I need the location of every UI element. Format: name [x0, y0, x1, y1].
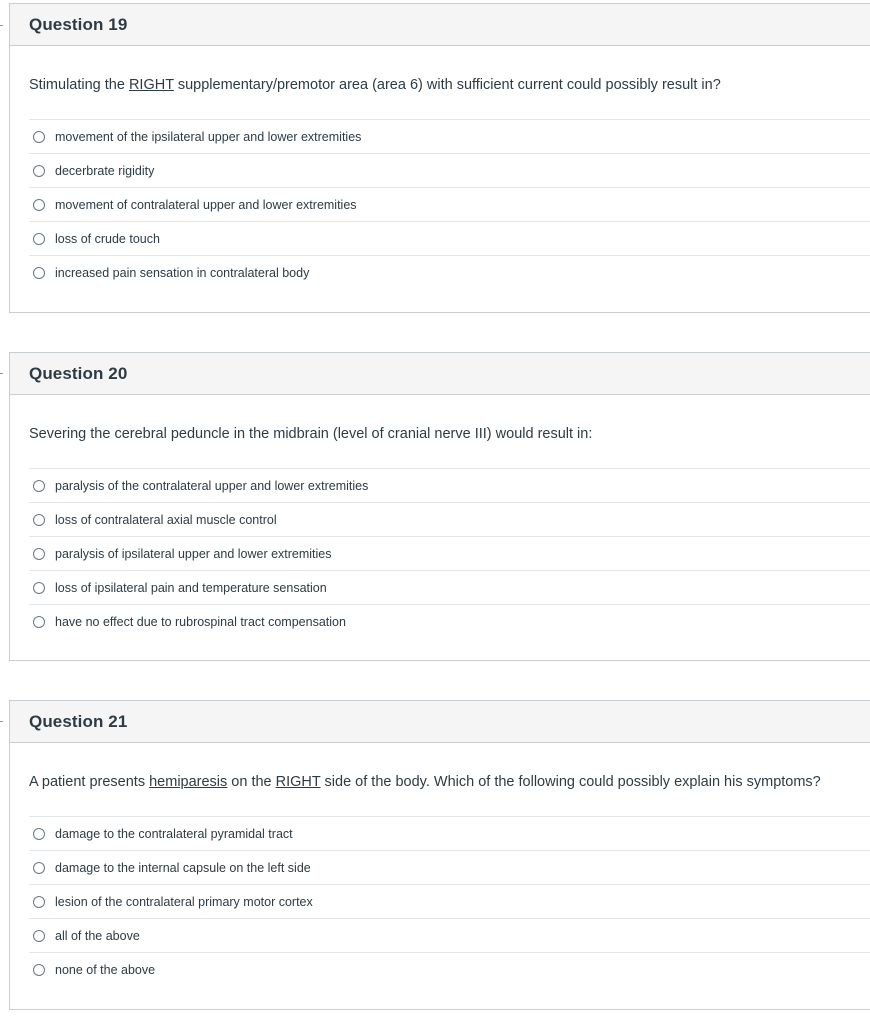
radio-button[interactable]: [33, 199, 45, 211]
answer-label[interactable]: have no effect due to rubrospinal tract compensation: [55, 615, 346, 629]
question-21: [9, 700, 870, 1010]
answer-option[interactable]: [29, 256, 870, 290]
answer-label[interactable]: loss of crude touch: [55, 231, 160, 246]
answer-label[interactable]: lesion of the contralateral primary motor cortex: [55, 894, 313, 909]
radio-button[interactable]: [33, 165, 45, 177]
answer-label[interactable]: movement of contralateral upper and lower extremities: [55, 197, 357, 212]
radio-button[interactable]: [33, 964, 45, 976]
question-text: [29, 76, 870, 94]
question-body: [10, 395, 870, 639]
answer-label[interactable]: loss of contralateral axial muscle control: [55, 512, 277, 527]
answer-label[interactable]: loss of ipsilateral pain and temperature sensation: [55, 580, 327, 595]
radio-button[interactable]: [33, 582, 45, 594]
radio-button[interactable]: [33, 930, 45, 942]
radio-button[interactable]: [33, 828, 45, 840]
radio-button[interactable]: [33, 862, 45, 874]
question-marker: [0, 373, 3, 374]
underlined-word: RIGHT: [275, 774, 321, 790]
answer-label[interactable]: movement of the ipsilateral upper and lower extremities: [55, 129, 362, 144]
question-header: [10, 4, 870, 46]
answer-list: [29, 816, 870, 987]
radio-button[interactable]: [33, 548, 45, 560]
question-title: Question 20: [29, 363, 128, 383]
answer-option[interactable]: [29, 537, 870, 571]
radio-button[interactable]: [33, 514, 45, 526]
answer-label[interactable]: damage to the internal capsule on the left side: [55, 860, 311, 875]
question-text: [29, 773, 870, 791]
question-text-part: on the: [227, 774, 276, 790]
radio-button[interactable]: [33, 480, 45, 492]
question-marker: [0, 721, 3, 722]
answer-option[interactable]: [29, 605, 870, 639]
question-text-part: supplementary/premotor area (area 6) with sufficient current could possibly result in?: [173, 77, 721, 93]
question-text: Severing the cerebral peduncle in the midbrain (level of cranial nerve III) would result in:: [29, 426, 593, 442]
answer-label[interactable]: damage to the contralateral pyramidal tract: [55, 826, 293, 841]
question-body: [10, 743, 870, 987]
question-title: Question 21: [29, 711, 128, 731]
answer-option[interactable]: [29, 469, 870, 503]
question-body: [10, 46, 870, 290]
radio-button[interactable]: [33, 616, 45, 628]
answer-label[interactable]: decerbrate rigidity: [55, 163, 155, 178]
question-20: [9, 352, 870, 661]
answer-label[interactable]: none of the above: [55, 963, 156, 977]
underlined-word: hemiparesis: [149, 774, 228, 790]
answer-option[interactable]: [29, 222, 870, 256]
answer-label[interactable]: increased pain sensation in contralateral body: [55, 266, 310, 280]
answer-label[interactable]: paralysis of ipsilateral upper and lower extremities: [55, 546, 332, 561]
answer-list: [29, 119, 870, 290]
question-text-part: Stimulating the: [29, 77, 129, 93]
question-title: Question 19: [29, 14, 128, 34]
question-19: [9, 3, 870, 313]
answer-label[interactable]: paralysis of the contralateral upper and lower extremities: [55, 478, 369, 493]
question-marker: [0, 25, 3, 26]
answer-option[interactable]: [29, 953, 870, 987]
answer-list: [29, 468, 870, 639]
answer-option[interactable]: [29, 503, 870, 537]
answer-option[interactable]: [29, 154, 870, 188]
answer-option[interactable]: [29, 885, 870, 919]
answer-option[interactable]: [29, 571, 870, 605]
question-text-part: A patient presents: [29, 774, 150, 790]
answer-option[interactable]: [29, 120, 870, 154]
radio-button[interactable]: [33, 267, 45, 279]
answer-label[interactable]: all of the above: [55, 928, 140, 943]
radio-button[interactable]: [33, 131, 45, 143]
underlined-word: RIGHT: [128, 77, 174, 93]
question-header: [10, 701, 870, 743]
question-text-part: side of the body. Which of the following could possibly explain his symptoms?: [320, 774, 821, 790]
radio-button[interactable]: [33, 896, 45, 908]
question-header: [10, 353, 870, 395]
radio-button[interactable]: [33, 233, 45, 245]
answer-option[interactable]: [29, 919, 870, 953]
answer-option[interactable]: [29, 851, 870, 885]
answer-option[interactable]: [29, 817, 870, 851]
answer-option[interactable]: [29, 188, 870, 222]
